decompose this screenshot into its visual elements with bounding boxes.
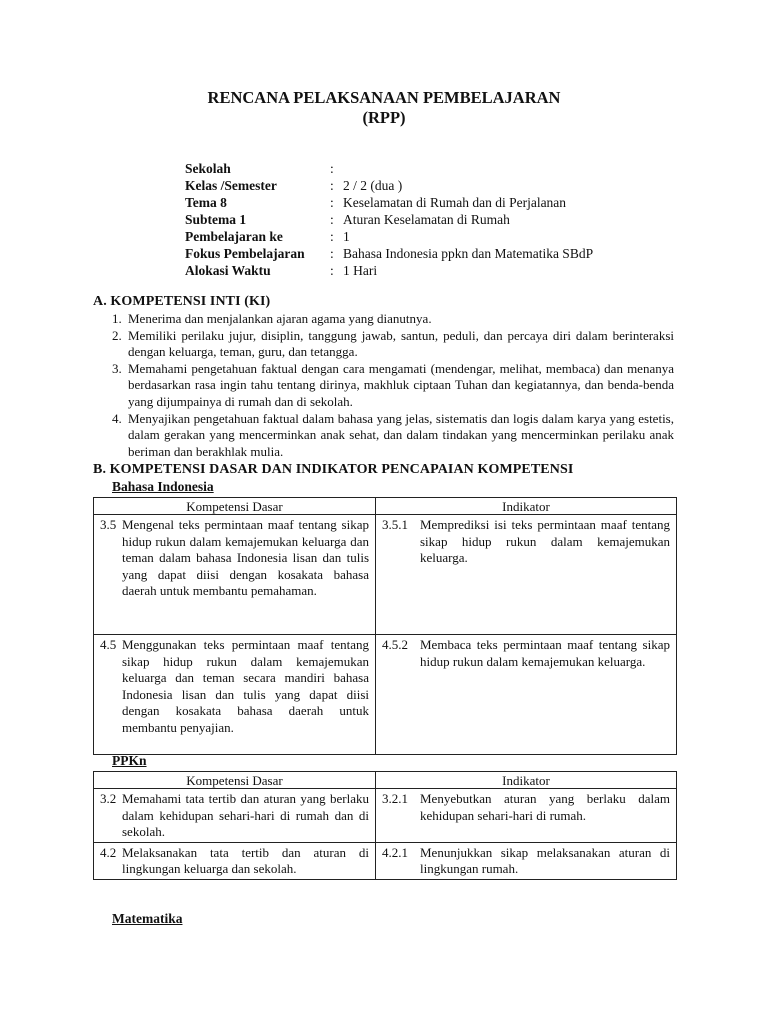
indicator-content	[382, 517, 670, 567]
identity-label: Alokasi Waktu	[185, 263, 271, 278]
indicator-text: Menunjukkan sikap melaksanakan aturan di lingkungan rumah.	[420, 844, 670, 876]
indicator-text: Menyebutkan aturan yang berlaku dalam kehidupan sehari-hari di rumah.	[420, 791, 670, 823]
identity-row	[185, 228, 665, 245]
list-number: 4.	[112, 410, 122, 426]
kd-cell	[94, 789, 376, 843]
identity-row	[185, 160, 665, 177]
indicator-text: Memprediksi isi teks permintaan maaf tentang sikap hidup rukun dalam kemajemukan keluarga.	[420, 517, 670, 565]
list-text: Memahami pengetahuan faktual dengan cara mengamati (mendengar, melihat, membaca) dan menanya berdasarkan rasa ingin tahu tentang dirinya, makhluk ciptaan Tuhan dan kegiatannya, dan benda-benda yang dijumpainya di rumah dan di sekolah.	[128, 360, 674, 409]
list-text: Menyajikan pengetahuan faktual dalam bahasa yang jelas, sistematis dan logis dalam karya yang estetis, dalam gerakan yang mencerminkan anak sehat, dan dalam tindakan yang mencerminkan perilaku anak beriman dan berakhlak mulia.	[128, 410, 674, 459]
document-title: RENCANA PELAKSANAAN PEMBELAJARAN	[207, 88, 561, 107]
list-item	[108, 361, 674, 411]
list-number: 2.	[112, 327, 122, 343]
list-item	[108, 328, 674, 361]
indicator-text: Membaca teks permintaan maaf tentang sikap hidup rukun dalam kemajemukan keluarga.	[420, 637, 670, 669]
table-row	[94, 789, 677, 843]
document-subtitle: (RPP)	[362, 108, 406, 127]
identity-row	[185, 245, 665, 262]
indicator-code: 3.2.1	[382, 791, 408, 806]
indicator-code: 4.5.2	[382, 637, 408, 652]
identity-row	[185, 262, 665, 279]
identity-colon: :	[330, 178, 334, 193]
section-a-heading: A. KOMPETENSI INTI (KI)	[93, 294, 271, 309]
identity-label: Kelas /Semester	[185, 178, 277, 193]
list-number: 3.	[112, 360, 122, 376]
indicator-cell	[376, 515, 677, 635]
kd-text: Melaksanakan tata tertib dan aturan di lingkungan keluarga dan sekolah.	[122, 844, 369, 876]
indicator-content	[382, 845, 670, 878]
identity-colon: :	[330, 263, 334, 278]
header-kompetensi-dasar: Kompetensi Dasar	[94, 772, 376, 789]
kd-code: 3.5	[100, 517, 117, 532]
kd-content	[100, 791, 369, 841]
identity-value: Bahasa Indonesia ppkn dan Matematika SBdP	[343, 246, 594, 261]
kd-content	[100, 845, 369, 878]
table-row	[94, 842, 677, 879]
header-indikator: Indikator	[376, 498, 677, 515]
kompetensi-inti-list	[108, 311, 674, 460]
indicator-cell	[376, 842, 677, 879]
indicator-cell	[376, 789, 677, 843]
list-text: Memiliki perilaku jujur, disiplin, tanggung jawab, santun, peduli, dan percaya diri dalam berinteraksi dengan keluarga, teman, guru, dan tetangga.	[128, 327, 674, 360]
table-header-row	[94, 772, 677, 789]
kd-content	[100, 517, 369, 600]
section-b-heading: B. KOMPETENSI DASAR DAN INDIKATOR PENCAPAIAN KOMPETENSI	[93, 462, 574, 477]
identity-value: Keselamatan di Rumah dan di Perjalanan	[343, 195, 567, 210]
identity-value: 1	[343, 229, 350, 244]
list-item	[108, 411, 674, 461]
subject-heading-bahasa: Bahasa Indonesia	[112, 479, 214, 494]
identity-value: Aturan Keselamatan di Rumah	[343, 212, 510, 227]
identity-label: Subtema 1	[185, 212, 247, 227]
kd-cell	[94, 515, 376, 635]
identity-label: Pembelajaran ke	[185, 229, 283, 244]
indicator-content	[382, 791, 670, 824]
identity-value: 1 Hari	[343, 263, 378, 278]
identity-colon: :	[330, 212, 334, 227]
kd-code: 4.5	[100, 637, 117, 652]
table-header-row	[94, 498, 677, 515]
ppkn-table	[93, 771, 677, 880]
subject-heading-ppkn: PPKn	[112, 753, 147, 768]
kd-text: Memahami tata tertib dan aturan yang berlaku dalam kehidupan sehari-hari di rumah dan di sekolah.	[122, 791, 369, 839]
identity-label: Sekolah	[185, 161, 231, 176]
identity-value: 2 / 2 (dua )	[343, 178, 403, 193]
indicator-code: 3.5.1	[382, 517, 408, 532]
kd-code: 4.2	[100, 844, 117, 860]
table-row	[94, 515, 677, 635]
identity-row	[185, 177, 665, 194]
list-number: 1.	[112, 311, 122, 326]
kd-cell	[94, 842, 376, 879]
kd-cell	[94, 635, 376, 755]
identity-row	[185, 211, 665, 228]
header-indikator: Indikator	[376, 772, 677, 789]
identity-row	[185, 194, 665, 211]
kd-content	[100, 637, 369, 736]
kd-code: 3.2	[100, 791, 117, 806]
list-item	[108, 311, 674, 328]
identity-label: Tema 8	[185, 195, 227, 210]
kd-text: Mengenal teks permintaan maaf tentang sikap hidup rukun dalam kemajemukan keluarga dan teman dalam bahasa Indonesia lisan dan tulis yang dapat diisi dengan kosakata bahasa daerah untuk membantu pemahaman.	[122, 517, 369, 598]
kd-text: Menggunakan teks permintaan maaf tentang sikap hidup rukun dalam kemajemukan keluarga dan teman secara mandiri bahasa Indonesia lisan dan tulis yang dapat diisi dengan kosakata bahasa daerah untuk membantu penyajian.	[122, 637, 369, 735]
indicator-code: 4.2.1	[382, 844, 408, 860]
identity-colon: :	[330, 229, 334, 244]
subject-heading-matematika: Matematika	[112, 911, 183, 926]
identity-colon: :	[330, 246, 334, 261]
indicator-content	[382, 637, 670, 670]
identity-colon: :	[330, 195, 334, 210]
table-row	[94, 635, 677, 755]
header-kompetensi-dasar: Kompetensi Dasar	[94, 498, 376, 515]
identity-label: Fokus Pembelajaran	[185, 246, 305, 261]
bahasa-indonesia-table	[93, 497, 677, 755]
identity-colon: :	[330, 161, 334, 176]
indicator-cell	[376, 635, 677, 755]
list-text: Menerima dan menjalankan ajaran agama yang dianutnya.	[128, 311, 432, 326]
identity-block	[185, 160, 665, 279]
